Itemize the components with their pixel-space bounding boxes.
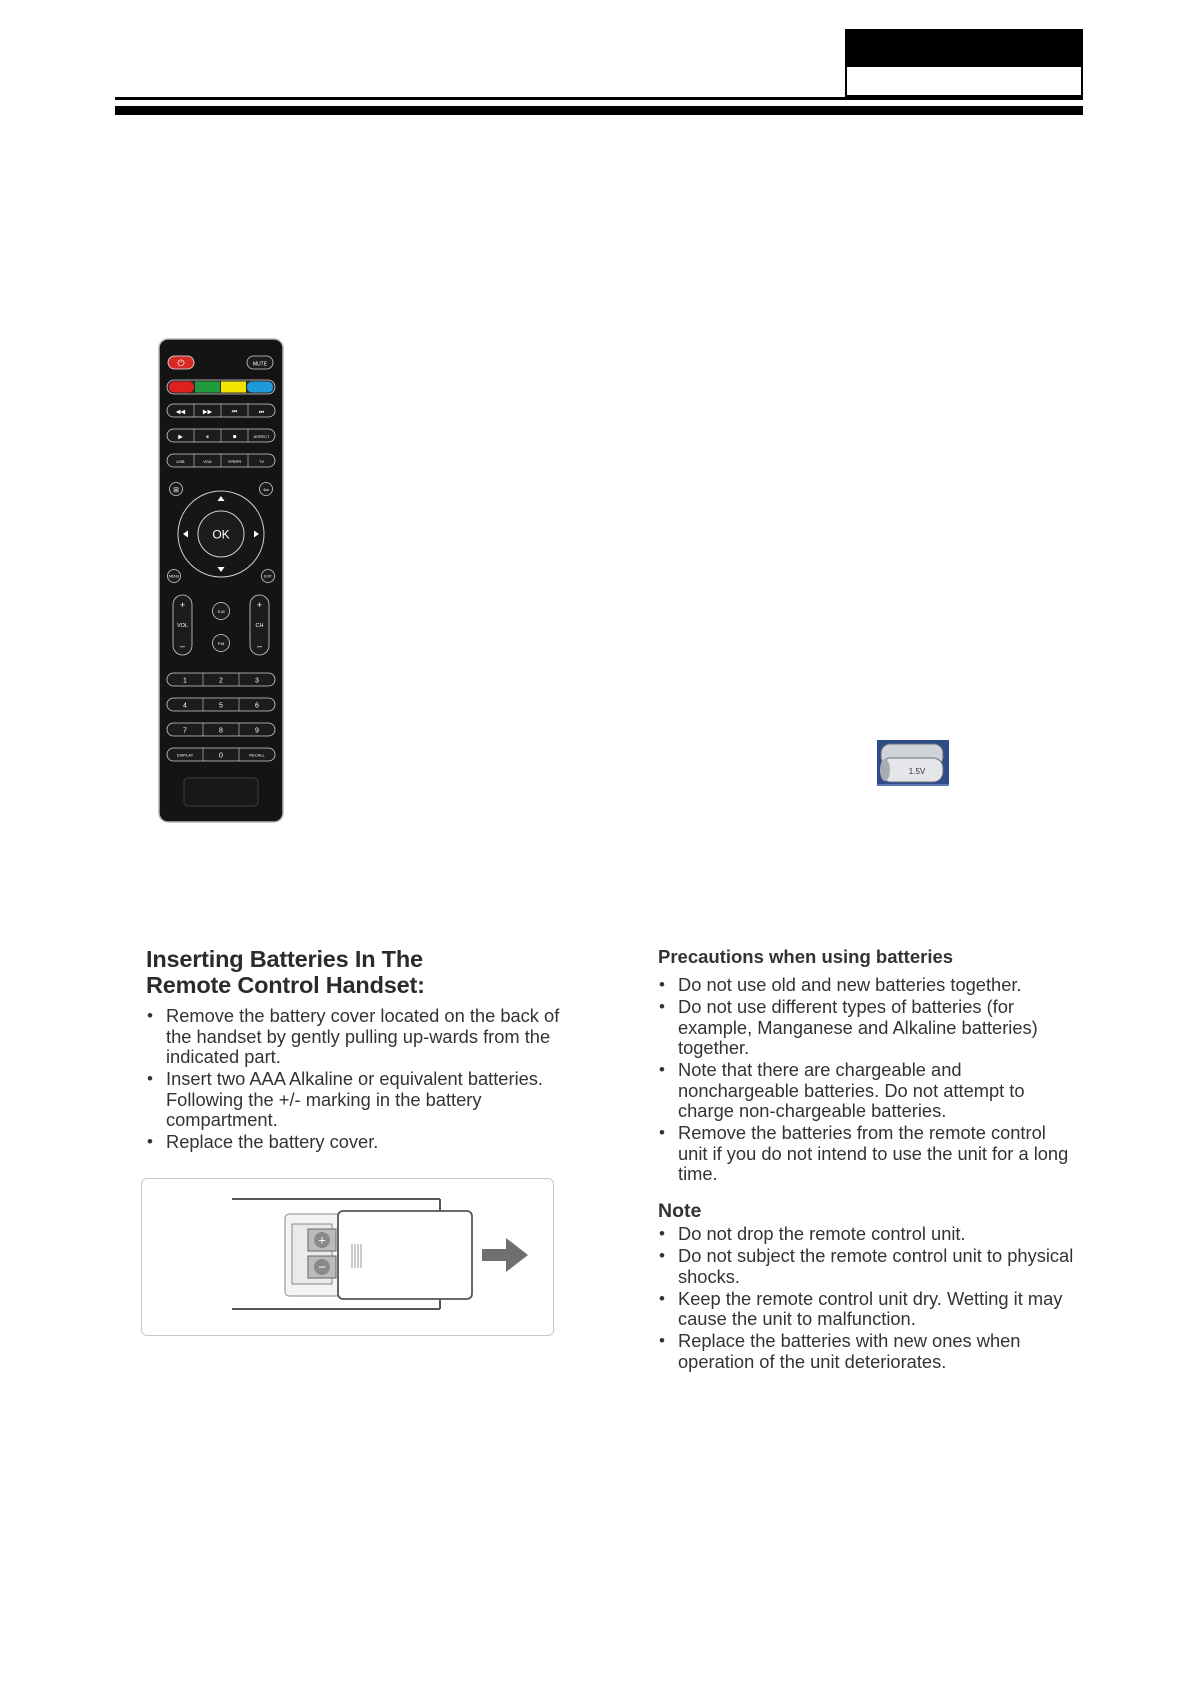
picture-mode-button[interactable]: [213, 635, 230, 652]
power-button[interactable]: [168, 356, 194, 369]
list-item: • Do not subject the remote control unit to physical shocks.: [658, 1246, 1078, 1287]
digit-button[interactable]: 6: [255, 702, 259, 710]
header-tab-black: [845, 29, 1083, 67]
plus-icon: +: [318, 1232, 326, 1248]
battery-plus: [308, 1229, 336, 1251]
aspect-button[interactable]: ASPECT: [253, 434, 270, 439]
info-icon: ⊞: [173, 487, 179, 494]
precautions-list: [658, 975, 1078, 1186]
number-row-3: [167, 723, 275, 736]
channel-down-icon: –: [256, 641, 263, 651]
digit-button[interactable]: 4: [183, 702, 187, 710]
digit-button[interactable]: 1: [183, 677, 187, 685]
number-row-4: [167, 748, 275, 761]
svg-text:S.M: S.M: [217, 609, 225, 614]
list-item: • Note that there are chargeable and nonchargeable batteries. Do not attempt to charge non-chargeable batteries.: [658, 1060, 1078, 1122]
number-row-2: [167, 698, 275, 711]
title-line-2: Remote Control Handset:: [146, 972, 425, 998]
volume-up-icon: +: [179, 600, 186, 610]
source-row: [167, 454, 275, 467]
digit-button[interactable]: 7: [183, 727, 187, 735]
svg-text:CH: CH: [255, 623, 264, 629]
svg-text:MENU: MENU: [168, 574, 180, 579]
svg-text:MUTE: MUTE: [252, 361, 268, 368]
transport-row-1: [167, 404, 275, 417]
input-icon: ⇦: [263, 487, 269, 494]
input-button[interactable]: [260, 483, 273, 496]
header-tab-white: [845, 67, 1083, 97]
svg-text:1.5V: 1.5V: [908, 767, 926, 776]
digit-button[interactable]: 2: [219, 677, 223, 685]
list-item: • Replace the battery cover.: [146, 1132, 576, 1153]
digit-button[interactable]: 5: [219, 702, 223, 710]
ok-button[interactable]: OK: [212, 527, 230, 542]
channel-rocker[interactable]: [250, 595, 269, 655]
volume-down-icon: –: [179, 641, 186, 651]
header-rule-thick: [115, 106, 1083, 115]
header-rule-thin: [115, 97, 1083, 100]
display-button[interactable]: DISPLAY: [176, 752, 194, 758]
svg-text:P.M: P.M: [217, 641, 225, 646]
digit-button[interactable]: 8: [219, 727, 223, 735]
fast-forward-icon[interactable]: ▶▶: [202, 409, 213, 416]
digit-button[interactable]: 3: [255, 677, 259, 685]
list-item: • Remove the battery cover located on the back of the handset by gently pulling up-wards from the indicated part.: [146, 1006, 576, 1068]
list-item: • Keep the remote control unit dry. Wetting it may cause the unit to malfunction.: [658, 1289, 1078, 1330]
number-row-1: [167, 673, 275, 686]
volume-rocker[interactable]: [173, 595, 192, 655]
exit-button[interactable]: [262, 570, 275, 583]
rewind-icon[interactable]: ◀◀: [175, 409, 186, 416]
vga-button[interactable]: VGA: [203, 459, 212, 464]
channel-up-icon: +: [256, 600, 263, 610]
play-icon[interactable]: ▶: [178, 434, 183, 441]
list-item: • Do not drop the remote control unit.: [658, 1224, 1078, 1245]
green-key[interactable]: [195, 382, 220, 393]
list-item: • Do not use old and new batteries together.: [658, 975, 1078, 996]
digit-button[interactable]: 0: [219, 752, 223, 760]
recall-button[interactable]: RECALL: [249, 752, 265, 758]
digit-button[interactable]: 9: [255, 727, 259, 735]
stop-icon[interactable]: ■: [232, 434, 237, 441]
battery-compartment-diagram: [141, 1178, 554, 1336]
list-item: • Do not use different types of batteries (for example, Manganese and Alkaline batteries) together.: [658, 997, 1078, 1059]
pause-icon[interactable]: ⏸: [205, 434, 210, 441]
usb-button[interactable]: USB: [176, 459, 185, 464]
remote-control-illustration: [158, 338, 284, 823]
ypbpr-button[interactable]: YPBPR: [227, 459, 242, 464]
logo-area: [184, 778, 258, 806]
list-item: • Remove the batteries from the remote control unit if you do not intend to use the unit for a long time.: [658, 1123, 1078, 1185]
tv-button[interactable]: TV: [258, 459, 265, 464]
notes-list: [658, 1224, 1078, 1374]
precautions-heading: Precautions when using batteries: [658, 946, 954, 967]
svg-text:EXIT: EXIT: [264, 574, 272, 579]
minus-icon: −: [318, 1259, 326, 1275]
svg-text:VOL: VOL: [176, 623, 189, 629]
color-keys: [167, 380, 275, 394]
yellow-key[interactable]: [221, 382, 246, 393]
blue-key[interactable]: [247, 382, 273, 393]
list-item: • Replace the batteries with new ones when operation of the unit deteriorates.: [658, 1331, 1078, 1372]
slide-arrow-icon: [482, 1238, 528, 1272]
list-item: • Insert two AAA Alkaline or equivalent batteries. Following the +/- marking in the battery compartment.: [146, 1069, 576, 1131]
batteries-clipart: [877, 740, 949, 786]
menu-button[interactable]: [168, 570, 181, 583]
transport-row-2: [167, 429, 275, 442]
battery-minus: [308, 1256, 336, 1278]
sound-mode-button[interactable]: [213, 603, 230, 620]
mute-button[interactable]: [247, 356, 273, 369]
power-icon: ⏻: [177, 358, 185, 368]
note-heading: Note: [658, 1200, 702, 1222]
insertion-steps-list: [146, 1006, 576, 1154]
info-button[interactable]: [170, 483, 183, 496]
inserting-batteries-heading: [146, 946, 586, 998]
red-key[interactable]: [169, 382, 194, 393]
previous-icon[interactable]: ⏮: [231, 409, 238, 416]
next-icon[interactable]: ⏭: [258, 409, 265, 416]
title-line-1: Inserting Batteries In The: [146, 946, 423, 972]
